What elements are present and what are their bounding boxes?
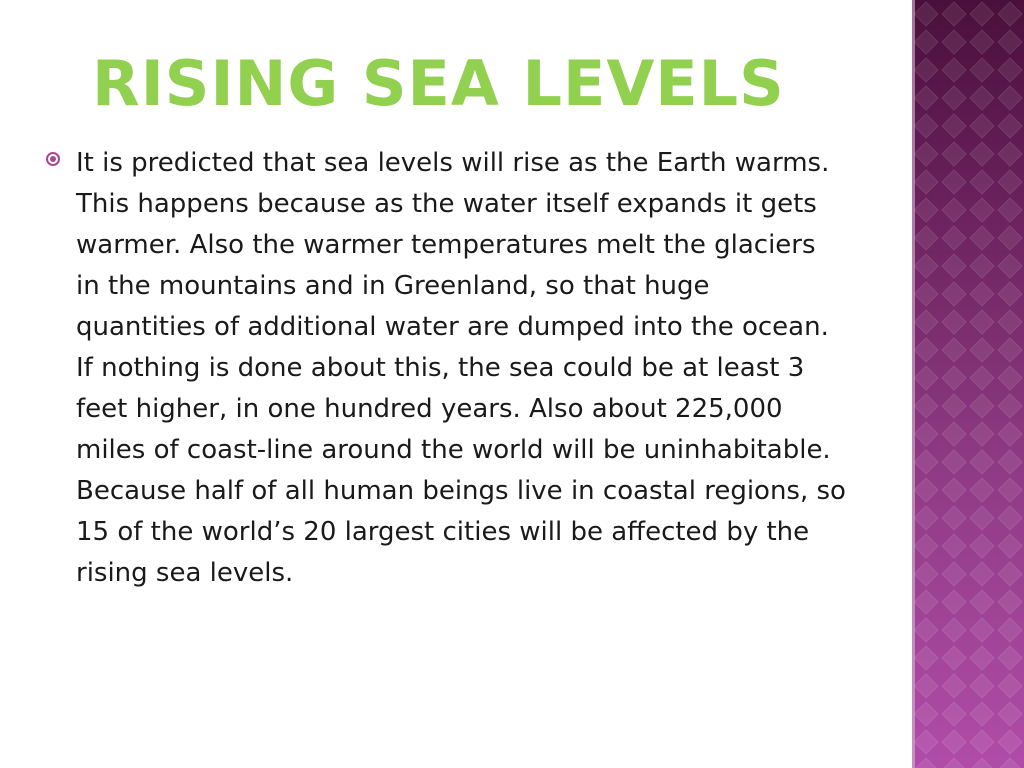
circle-bullet-icon xyxy=(46,152,60,166)
slide-content xyxy=(46,143,846,594)
bullet-text: It is predicted that sea levels will rise as the Earth warms. This happens because as the water itself expands it gets warmer. Also the warmer temperatures melt the glaciers in the mountains and in Greenland, so that huge quantities of additional water are dumped into the ocean. If nothing is done about this, the sea could be at least 3 feet higher, in one hundred years. Also about 225,000 miles of coast-line around the world will be uninhabitable. Because half of all human beings live in coastal regions, so 15 of the world’s 20 largest cities will be affected by the rising sea levels. xyxy=(76,148,846,588)
bullet-item xyxy=(46,143,846,594)
slide-title: RISING SEA LEVELS xyxy=(92,47,785,120)
diamond-pattern xyxy=(912,0,1024,768)
side-band-edge xyxy=(912,0,915,768)
decorative-side-band xyxy=(912,0,1024,768)
